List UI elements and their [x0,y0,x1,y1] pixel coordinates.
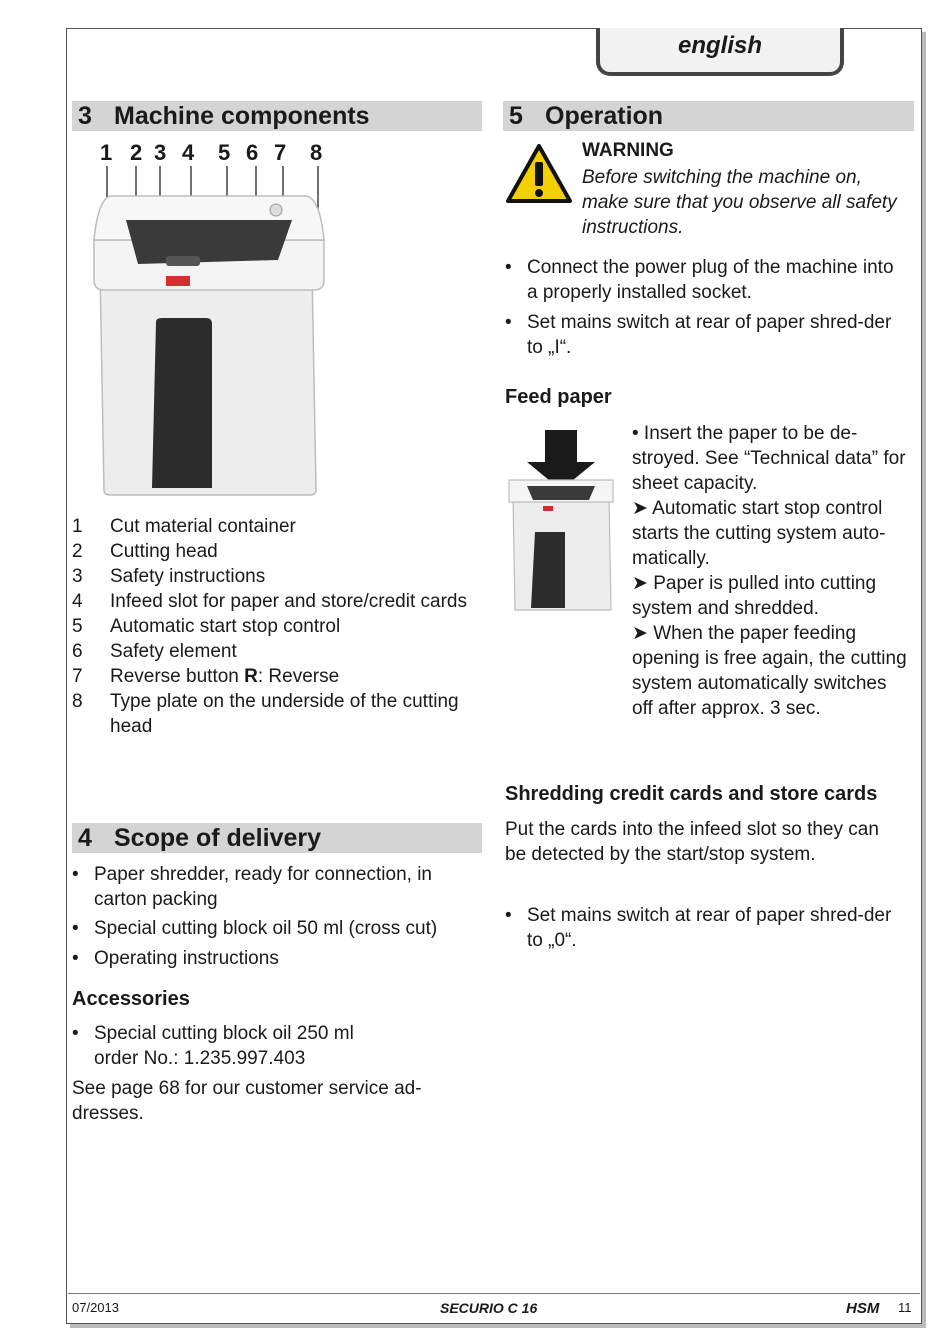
operation-step: • Set mains switch at rear of paper shred-der to „I“. [505,312,892,358]
warning-triangle-icon [505,143,573,205]
accessory-item: • Special cutting block oil 250 ml order No.: 1.235.997.403 [72,1023,354,1069]
arrow-right-icon: ➤ [632,498,653,519]
delivery-item: • Special cutting block oil 50 ml (cross cut) [72,918,438,939]
component-item: 8 Type plate on the underside of the cutting head [72,691,459,737]
feed-result: ➤ When the paper feeding opening is free again, the cutting system automatically switches off after approx. 3 sec. [632,623,907,719]
shredder-illustration [80,160,350,505]
page-number: 11 [898,1300,912,1315]
section-3-heading: 3 Machine components [72,101,482,131]
switch-off-step: • Set mains switch at rear of paper shred-der to „0“. [505,905,892,951]
feed-paper-heading: Feed paper [505,386,612,408]
cards-text: Put the cards into the infeed slot so they can be detected by the start/stop system. [505,819,879,865]
language-tab: english [596,28,844,76]
section-5-heading: 5 Operation [503,101,914,131]
warning-text: Before switching the machine on, make sure that you observe all safety instructions. [582,167,897,238]
component-item: 2 Cutting head [72,541,218,562]
component-item: 7 Reverse button R: Reverse [72,666,340,687]
arrow-right-icon: ➤ [632,623,654,644]
service-note: See page 68 for our customer service ad-dresses. [72,1078,422,1124]
component-item: 5 Automatic start stop control [72,616,341,637]
component-item: 6 Safety element [72,641,237,662]
footer-model: SECURIO C 16 [440,1300,538,1316]
footer-divider [68,1293,920,1294]
accessories-heading: Accessories [72,988,190,1010]
delivery-item: • Operating instructions [72,948,279,969]
arrow-right-icon: ➤ [632,573,654,594]
cards-heading: Shredding credit cards and store cards [505,783,878,805]
component-item: 3 Safety instructions [72,566,266,587]
warning-title: WARNING [582,140,674,161]
section-4-heading: 4 Scope of delivery [72,823,482,853]
feed-paper-illustration [505,428,620,613]
delivery-item: • Paper shredder, ready for connection, in carton packing [72,864,432,910]
component-item: 4 Infeed slot for paper and store/credit cards [72,591,467,612]
component-list [72,514,472,739]
feed-result: ➤ Automatic start stop control starts the cutting system auto-matically. [632,498,886,569]
feed-result: ➤ Paper is pulled into cutting system and shredded. [632,573,877,619]
brand-logo: HSM [846,1300,880,1317]
component-item: 1 Cut material container [72,516,296,537]
feed-insert-step: • Insert the paper to be de-stroyed. See “Technical data” for sheet capacity. [632,423,906,494]
operation-step: • Connect the power plug of the machine into a properly installed socket. [505,257,894,303]
footer-date: 07/2013 [72,1300,119,1315]
